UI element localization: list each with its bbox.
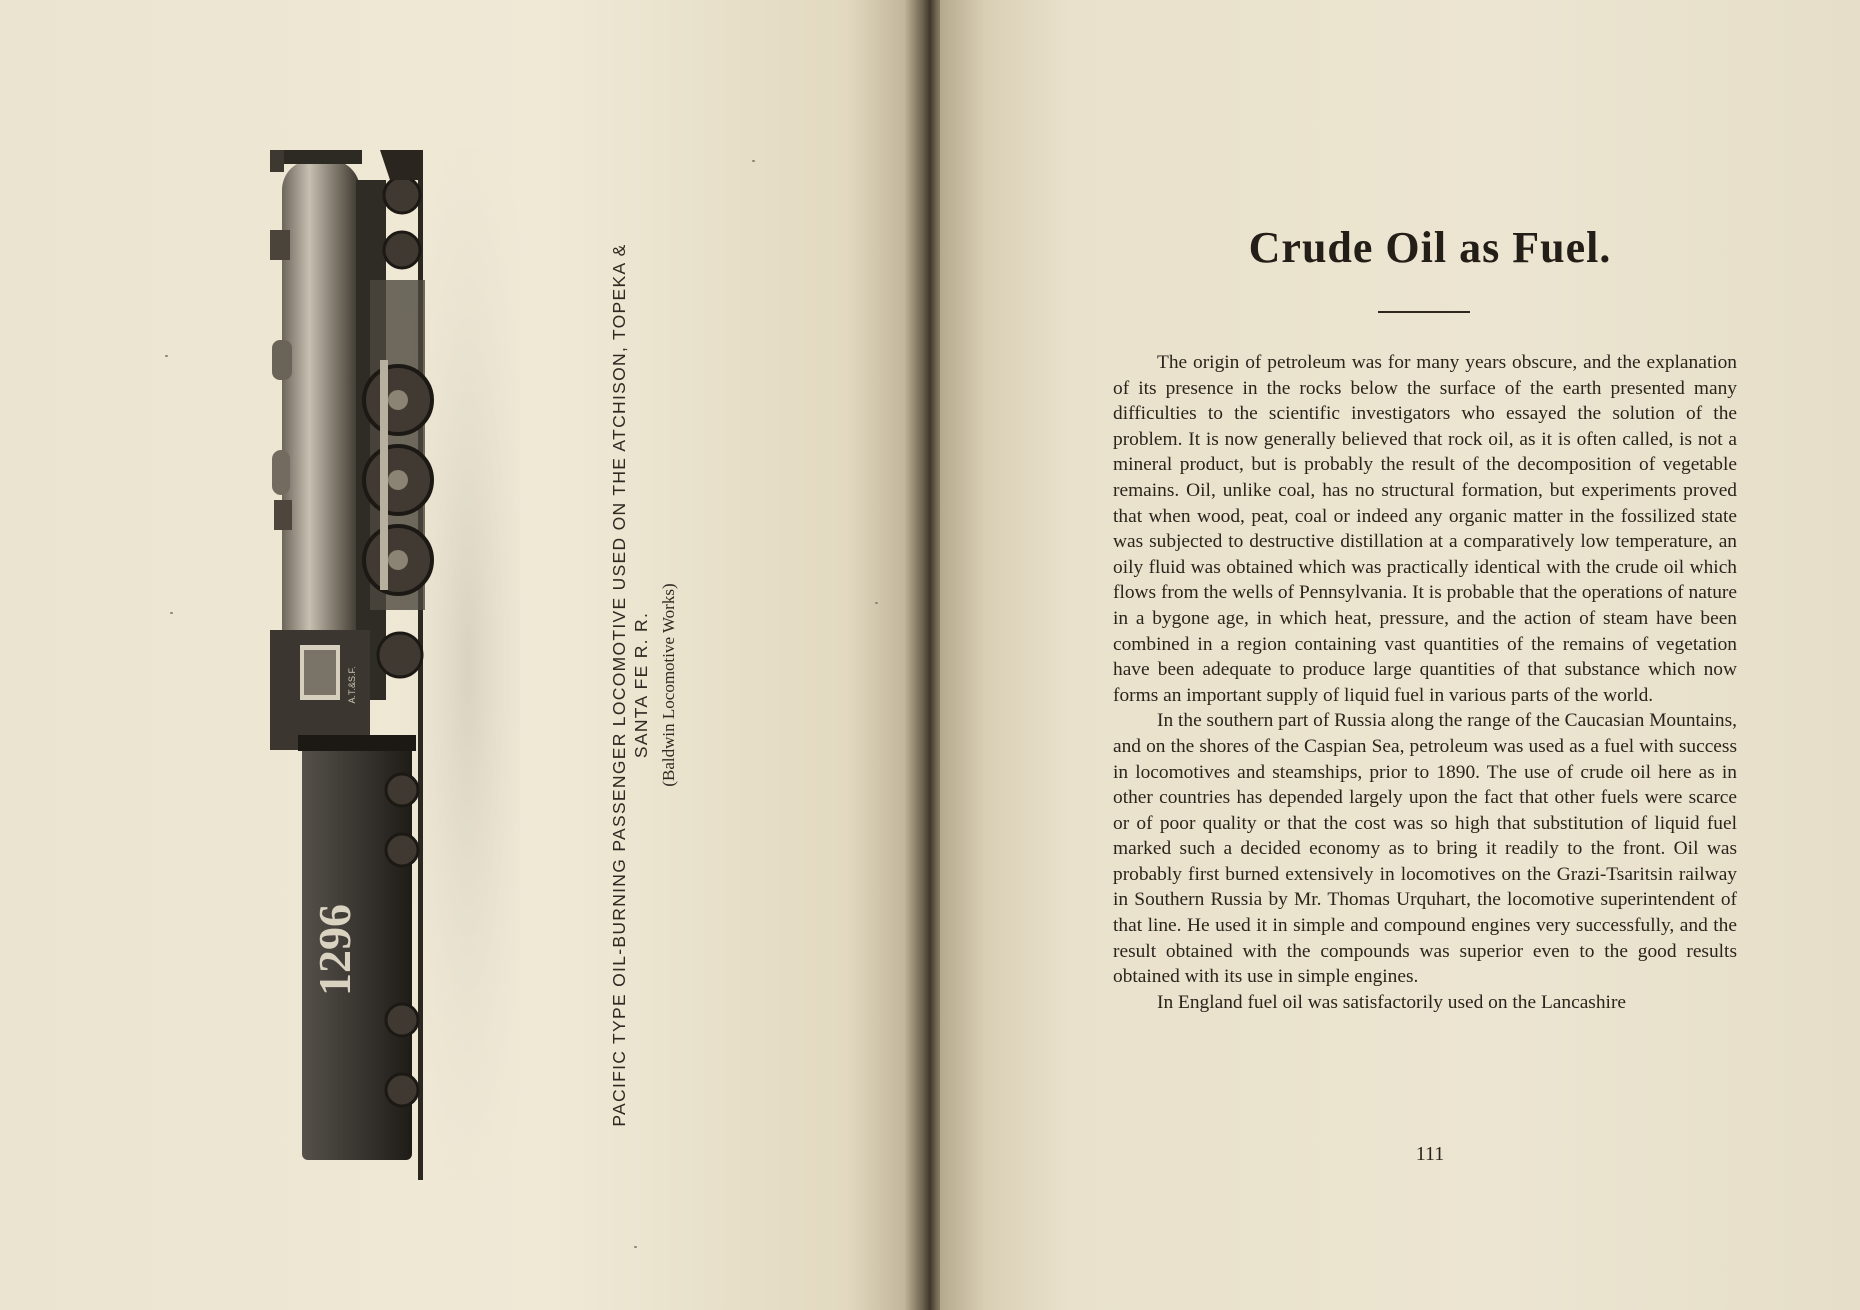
paper-speck (170, 612, 173, 614)
caption-credit: (Baldwin Locomotive Works) (659, 583, 678, 787)
plate-caption (600, 210, 690, 1160)
left-page (0, 0, 920, 1310)
body-text (1113, 350, 1737, 1015)
paper-speck (634, 1246, 637, 1248)
paragraph-3: In England fuel oil was satisfactorily used on the Lancashire (1157, 991, 1627, 1013)
paper-speck (752, 160, 755, 162)
paper-speck (875, 602, 878, 604)
page-title: Crude Oil as Fuel. (1248, 223, 1612, 272)
paragraph-2: In the southern part of Russia along the range of the Caucasian Mountains, and on the shores of the Caspian Sea, petroleum was used as a fuel with success in locomotives and steamships, prior to 1890. The use of crude oil here as in other countries has depended largely upon the fact that other fuels were scarce or of poor quality or that the cost was so high that substitution of liquid fuel marked such a decided economy as to bring it readily to the front. Oil was probably first burned extensively in locomotives on the Grazi-Tsaritsin railway in Southern Russia by Mr. Thomas Urquhart, the locomotive superintendent of that line. He used it in simple and compound engines very successfully, and the result obtained with the compounds was superior even to the good results obtained with its use in simple engines. (1113, 710, 1737, 988)
page-number: 111 (1415, 1143, 1445, 1165)
paper-speck (165, 355, 168, 357)
locomotive-illustration (270, 150, 520, 1180)
caption-line-1: PACIFIC TYPE OIL-BURNING PASSENGER LOCOMOTIVE USED ON THE ATCHISON, TOPEKA & (609, 243, 629, 1127)
title-rule (1378, 311, 1470, 313)
caption-line-2: SANTA FE R. R. (631, 611, 651, 759)
paragraph-1: The origin of petroleum was for many years obscure, and the explanation of its presence in the rocks below the surface of the earth presented many difficulties to the scientific investigators who essayed the solution of the problem. It is now generally believed that rock oil, as it is often called, is not a mineral product, but is probably the result of the decomposition of vegetable remains. Oil, unlike coal, has no structural formation, but experiments proved that when wood, peat, coal or indeed any organic matter in the fossilized state was subjected to destructive distillation at a comparatively low temperature, an oily fluid was obtained which was practically identical with the crude oil which flows from the wells of Pennsylvania. It is probable that the operations of nature in a bygone age, in which heat, pressure, and the action of steam have been combined in a region containing vast quantities of the remains of vegetation have been adequate to produce large quantities of that substance which now forms an important supply of liquid fuel in various parts of the world. (1113, 352, 1737, 706)
engine-number: 1296 (309, 904, 360, 996)
cab-lettering: A.T.&S.F. (347, 666, 357, 704)
